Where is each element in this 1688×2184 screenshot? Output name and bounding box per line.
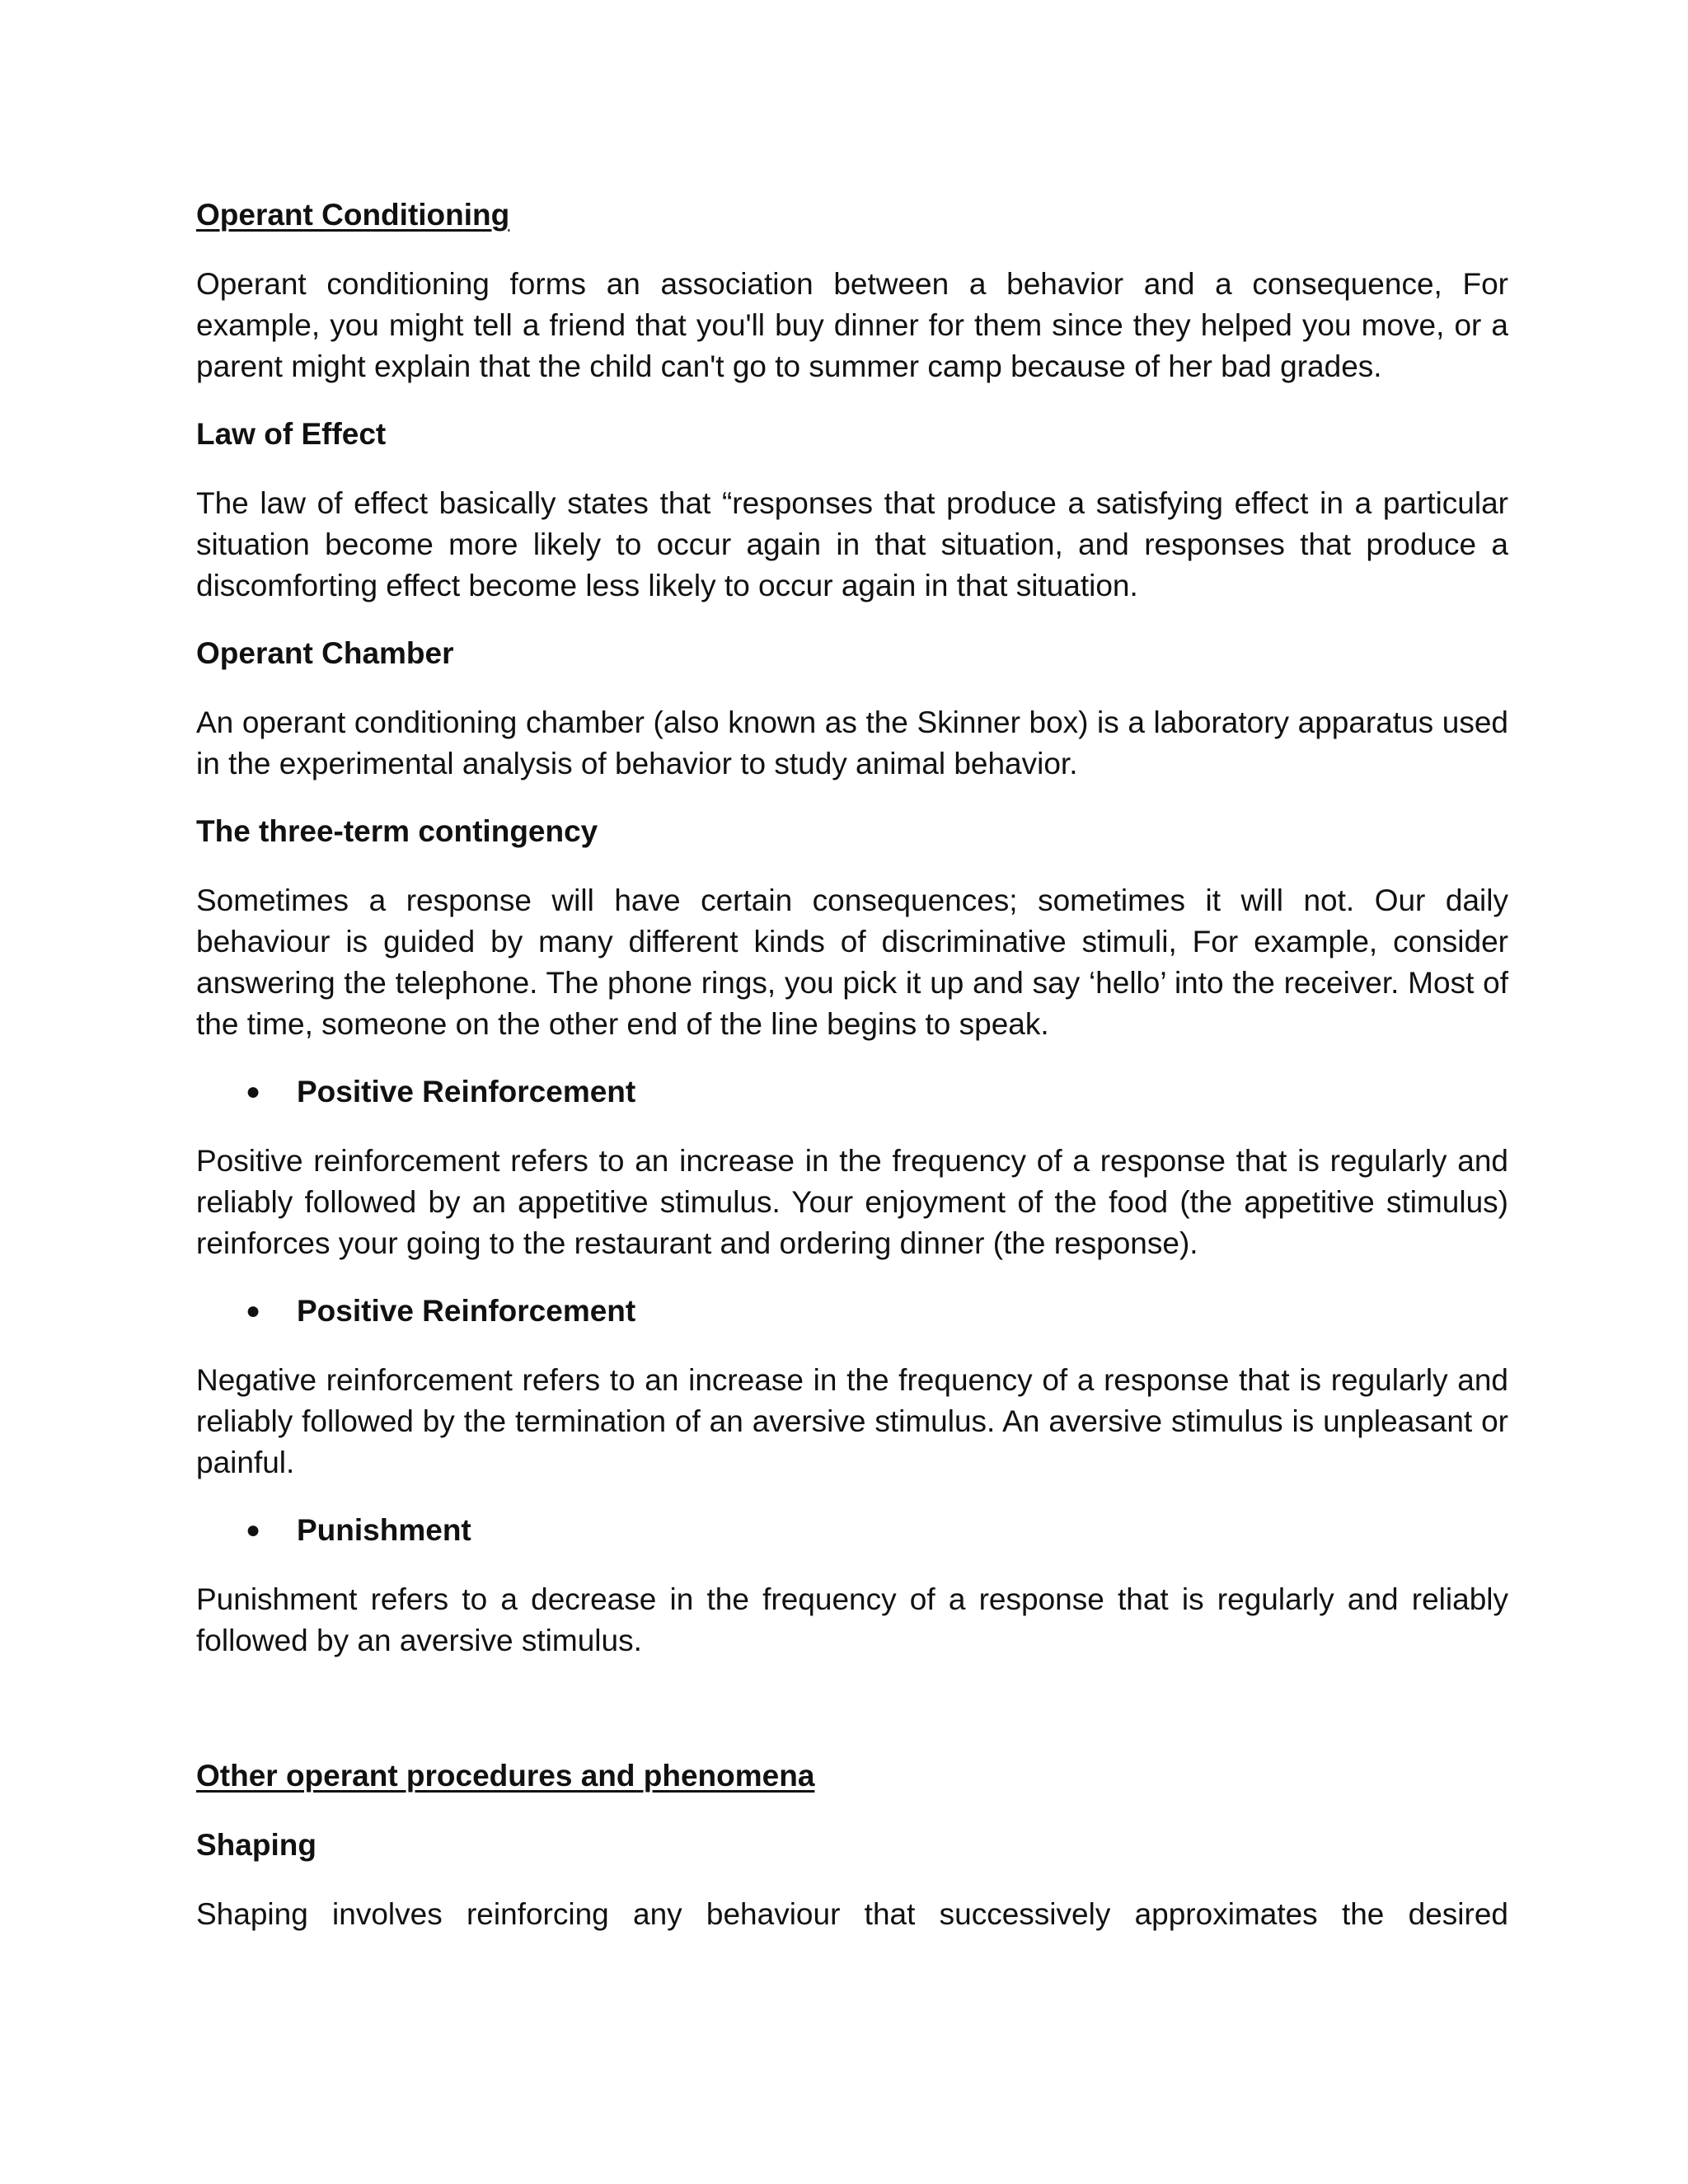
three-term-contingency-paragraph: Sometimes a response will have certain consequences; sometimes it will not. Our daily behaviour is guided by many different kinds of discriminative stimuli, For example, consider answering the telephone. The phone rings, you pick it up and say ‘hello’ into the receiver. Most of the time, someone on the other end of the line begins to speak. — [196, 883, 1508, 1041]
other-procedures-title: Other operant procedures and phenomena — [196, 1759, 815, 1793]
positive-reinforcement-paragraph: Positive reinforcement refers to an increase in the frequency of a response that is regularly and reliably followed by an appetitive stimulus. Your enjoyment of the food (the appetitive stimulus) reinforces your going to the restaurant and ordering dinner (the response). — [196, 1144, 1508, 1260]
bullet-label: Positive Reinforcement — [297, 1075, 636, 1108]
bullet-icon: ● — [246, 1078, 261, 1105]
punishment-paragraph: Punishment refers to a decrease in the frequency of a response that is regularly and reliably followed by an aversive stimulus. — [196, 1582, 1508, 1657]
intro-paragraph: Operant conditioning forms an association between a behavior and a consequence, For example, you might tell a friend that you'll buy dinner for them since they helped you move, or a parent might explain that the child can't go to summer camp because of her bad grades. — [196, 267, 1508, 383]
document-page — [196, 194, 1508, 1935]
bullet-label: Punishment — [297, 1513, 471, 1547]
bullet-icon: ● — [246, 1297, 261, 1324]
shaping-paragraph: Shaping involves reinforcing any behaviour that successively approximates the desired — [196, 1897, 1508, 1931]
three-term-contingency-heading: The three-term contingency — [196, 814, 598, 848]
bullet-item-negative-reinforcement — [196, 1291, 1508, 1332]
bullet-item-positive-reinforcement — [196, 1071, 1508, 1113]
law-of-effect-paragraph: The law of effect basically states that “responses that produce a satisfying effect in a particular situation become more likely to occur again in that situation, and responses that produce a discomforting effect become less likely to occur again in that situation. — [196, 486, 1508, 602]
bullet-icon: ● — [246, 1516, 261, 1544]
section-title: Operant Conditioning — [196, 198, 510, 232]
bullet-label: Positive Reinforcement — [297, 1294, 636, 1328]
negative-reinforcement-paragraph: Negative reinforcement refers to an increase in the frequency of a response that is regularly and reliably followed by the termination of an aversive stimulus. An aversive stimulus is unpleasant or painful. — [196, 1363, 1508, 1479]
operant-chamber-heading: Operant Chamber — [196, 636, 454, 670]
operant-chamber-paragraph: An operant conditioning chamber (also known as the Skinner box) is a laboratory apparatus used in the experimental analysis of behavior to study animal behavior. — [196, 705, 1508, 780]
shaping-heading: Shaping — [196, 1828, 316, 1862]
bullet-item-punishment — [196, 1510, 1508, 1551]
law-of-effect-heading: Law of Effect — [196, 417, 387, 451]
